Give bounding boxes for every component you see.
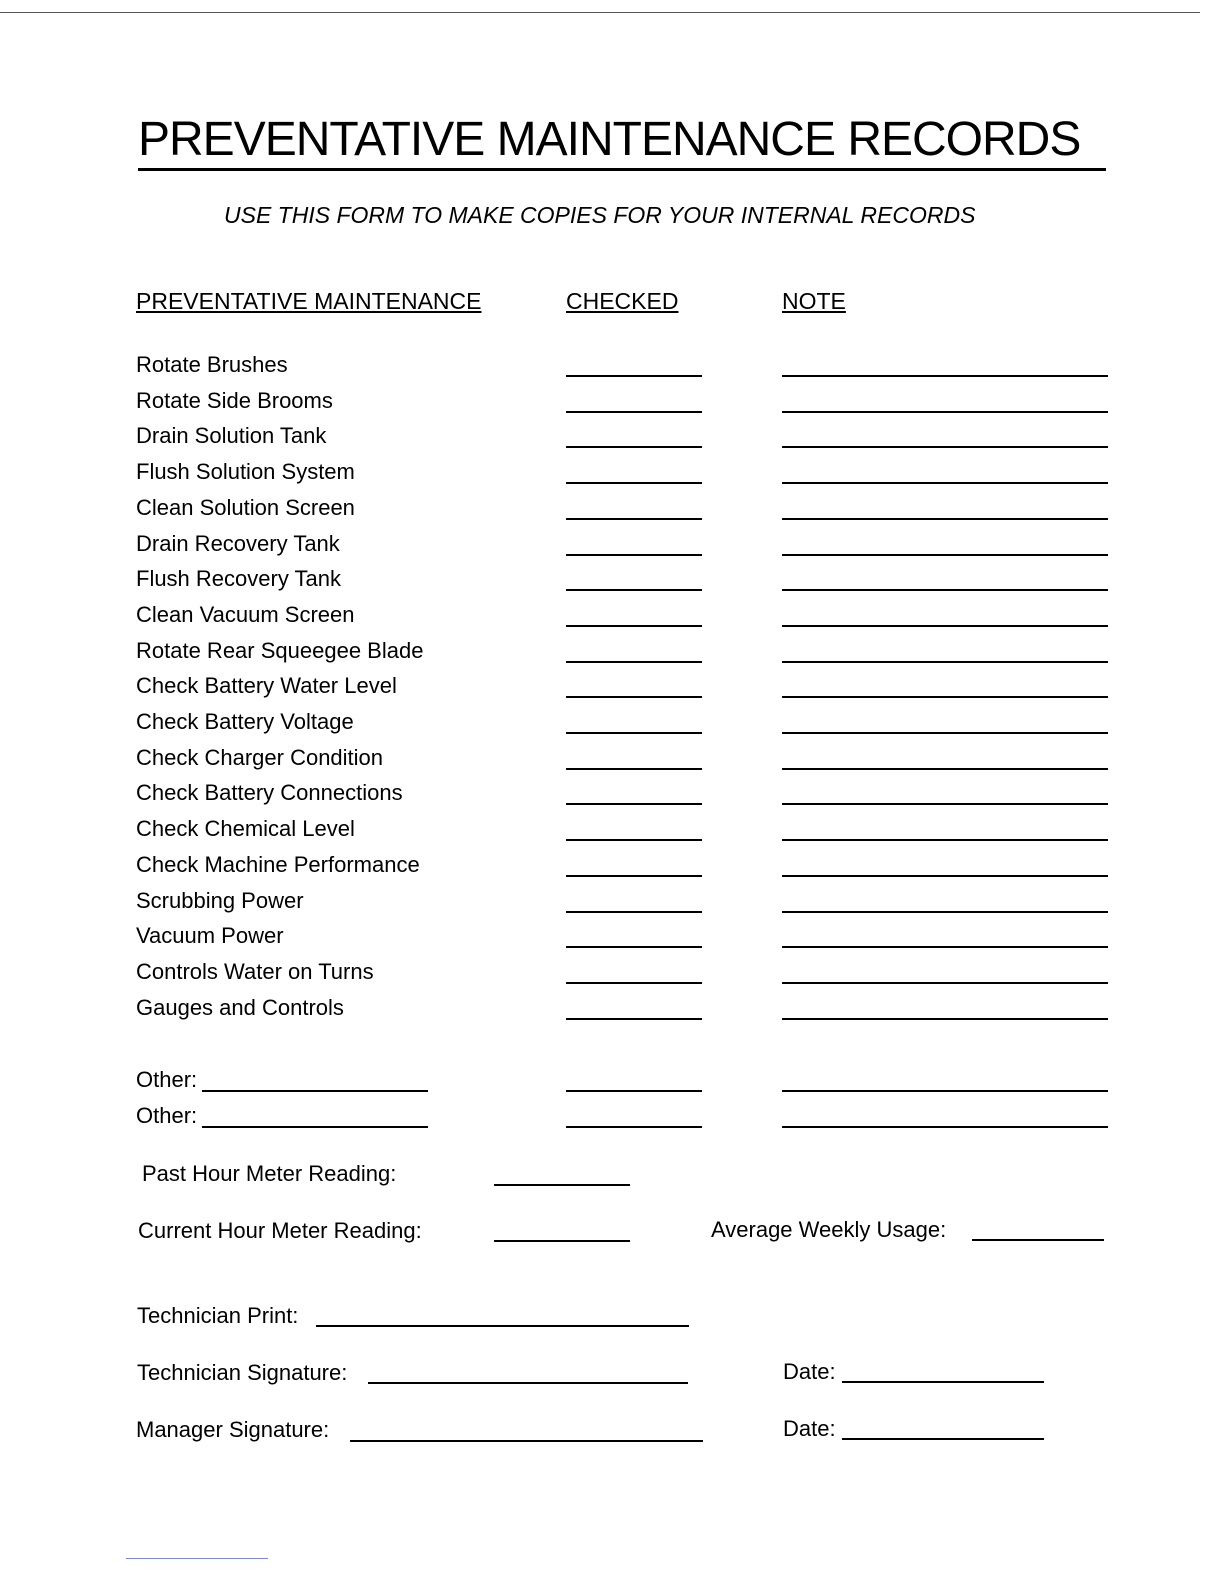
maintenance-item-label: Rotate Brushes — [136, 352, 288, 377]
maintenance-item-label: Flush Solution System — [136, 459, 355, 484]
note-line[interactable] — [782, 732, 1108, 734]
column-header-checked: CHECKED — [566, 288, 679, 314]
column-header-note: NOTE — [782, 288, 846, 314]
note-line[interactable] — [782, 1018, 1108, 1020]
note-line[interactable] — [782, 982, 1108, 984]
maintenance-row — [0, 351, 1224, 387]
note-line[interactable] — [782, 446, 1108, 448]
note-line[interactable] — [782, 911, 1108, 913]
maintenance-item-label: Check Machine Performance — [136, 852, 420, 877]
other-input-line[interactable] — [202, 1126, 428, 1128]
maintenance-row — [0, 744, 1224, 780]
note-line[interactable] — [782, 661, 1108, 663]
checked-line[interactable] — [566, 625, 702, 627]
current-hour-meter-label: Current Hour Meter Reading: — [138, 1218, 422, 1243]
technician-signature-line[interactable] — [368, 1382, 688, 1384]
checked-line[interactable] — [566, 518, 702, 520]
checked-line[interactable] — [566, 839, 702, 841]
maintenance-row — [0, 637, 1224, 673]
maintenance-row — [0, 458, 1224, 494]
average-weekly-usage-line[interactable] — [972, 1239, 1104, 1241]
checked-line[interactable] — [566, 946, 702, 948]
checked-line[interactable] — [566, 732, 702, 734]
maintenance-row — [0, 958, 1224, 994]
maintenance-item-label: Check Battery Water Level — [136, 673, 397, 698]
date-label: Date: — [783, 1359, 836, 1384]
maintenance-item-label: Flush Recovery Tank — [136, 566, 342, 591]
technician-signature-label: Technician Signature: — [137, 1360, 348, 1385]
checked-line[interactable] — [566, 1126, 702, 1128]
checked-line[interactable] — [566, 768, 702, 770]
checked-line[interactable] — [566, 1018, 702, 1020]
maintenance-row — [0, 994, 1224, 1030]
note-line[interactable] — [782, 411, 1108, 413]
date-line[interactable] — [842, 1381, 1044, 1383]
note-line[interactable] — [782, 589, 1108, 591]
bottom-rule — [126, 1558, 268, 1559]
maintenance-item-label: Rotate Side Brooms — [136, 388, 333, 413]
current-hour-meter-line[interactable] — [494, 1240, 630, 1242]
note-line[interactable] — [782, 375, 1108, 377]
checked-line[interactable] — [566, 661, 702, 663]
maintenance-row — [0, 387, 1224, 423]
other-row — [0, 1066, 1224, 1102]
average-weekly-usage-label: Average Weekly Usage: — [711, 1217, 947, 1242]
maintenance-row — [0, 851, 1224, 887]
note-line[interactable] — [782, 482, 1108, 484]
maintenance-item-label: Clean Solution Screen — [136, 495, 355, 520]
checked-line[interactable] — [566, 554, 702, 556]
maintenance-row — [0, 530, 1224, 566]
note-line[interactable] — [782, 1090, 1108, 1092]
maintenance-item-label: Drain Recovery Tank — [136, 531, 340, 556]
checked-line[interactable] — [566, 411, 702, 413]
note-line[interactable] — [782, 1126, 1108, 1128]
maintenance-item-label: Controls Water on Turns — [136, 959, 374, 984]
checked-line[interactable] — [566, 1090, 702, 1092]
maintenance-row — [0, 708, 1224, 744]
note-line[interactable] — [782, 946, 1108, 948]
past-hour-meter-line[interactable] — [494, 1184, 630, 1186]
checked-line[interactable] — [566, 982, 702, 984]
maintenance-row — [0, 422, 1224, 458]
other-input-line[interactable] — [202, 1090, 428, 1092]
maintenance-item-label: Drain Solution Tank — [136, 423, 327, 448]
maintenance-row — [0, 779, 1224, 815]
column-header-item: PREVENTATIVE MAINTENANCE — [136, 288, 482, 314]
maintenance-row — [0, 601, 1224, 637]
checked-line[interactable] — [566, 696, 702, 698]
maintenance-item-label: Clean Vacuum Screen — [136, 602, 355, 627]
other-row — [0, 1102, 1224, 1138]
page-title: PREVENTATIVE MAINTENANCE RECORDS — [138, 112, 1106, 171]
note-line[interactable] — [782, 839, 1108, 841]
date-label: Date: — [783, 1416, 836, 1441]
note-line[interactable] — [782, 875, 1108, 877]
maintenance-row — [0, 672, 1224, 708]
note-line[interactable] — [782, 554, 1108, 556]
checked-line[interactable] — [566, 375, 702, 377]
date-line[interactable] — [842, 1438, 1044, 1440]
manager-signature-label: Manager Signature: — [136, 1417, 330, 1442]
checked-line[interactable] — [566, 589, 702, 591]
maintenance-item-label: Rotate Rear Squeegee Blade — [136, 638, 424, 663]
maintenance-item-label: Check Charger Condition — [136, 745, 384, 770]
maintenance-row — [0, 565, 1224, 601]
maintenance-row — [0, 494, 1224, 530]
maintenance-row — [0, 887, 1224, 923]
maintenance-item-label: Scrubbing Power — [136, 888, 304, 913]
technician-print-line[interactable] — [316, 1325, 689, 1327]
maintenance-item-label: Vacuum Power — [136, 923, 284, 948]
maintenance-item-label: Check Battery Connections — [136, 780, 403, 805]
maintenance-row — [0, 922, 1224, 958]
past-hour-meter-label: Past Hour Meter Reading: — [142, 1161, 397, 1186]
maintenance-row — [0, 815, 1224, 851]
other-label: Other: — [136, 1103, 198, 1128]
note-line[interactable] — [782, 803, 1108, 805]
checked-line[interactable] — [566, 482, 702, 484]
maintenance-item-label: Gauges and Controls — [136, 995, 344, 1020]
technician-print-label: Technician Print: — [137, 1303, 299, 1328]
top-rule — [0, 12, 1200, 13]
maintenance-item-label: Check Chemical Level — [136, 816, 355, 841]
note-line[interactable] — [782, 518, 1108, 520]
page-subtitle: USE THIS FORM TO MAKE COPIES FOR YOUR INTERNAL RECORDS — [224, 202, 976, 228]
manager-signature-line[interactable] — [350, 1440, 703, 1442]
checked-line[interactable] — [566, 803, 702, 805]
other-label: Other: — [136, 1067, 198, 1092]
note-line[interactable] — [782, 768, 1108, 770]
maintenance-item-label: Check Battery Voltage — [136, 709, 354, 734]
checked-line[interactable] — [566, 446, 702, 448]
checked-line[interactable] — [566, 875, 702, 877]
note-line[interactable] — [782, 696, 1108, 698]
note-line[interactable] — [782, 625, 1108, 627]
checked-line[interactable] — [566, 911, 702, 913]
